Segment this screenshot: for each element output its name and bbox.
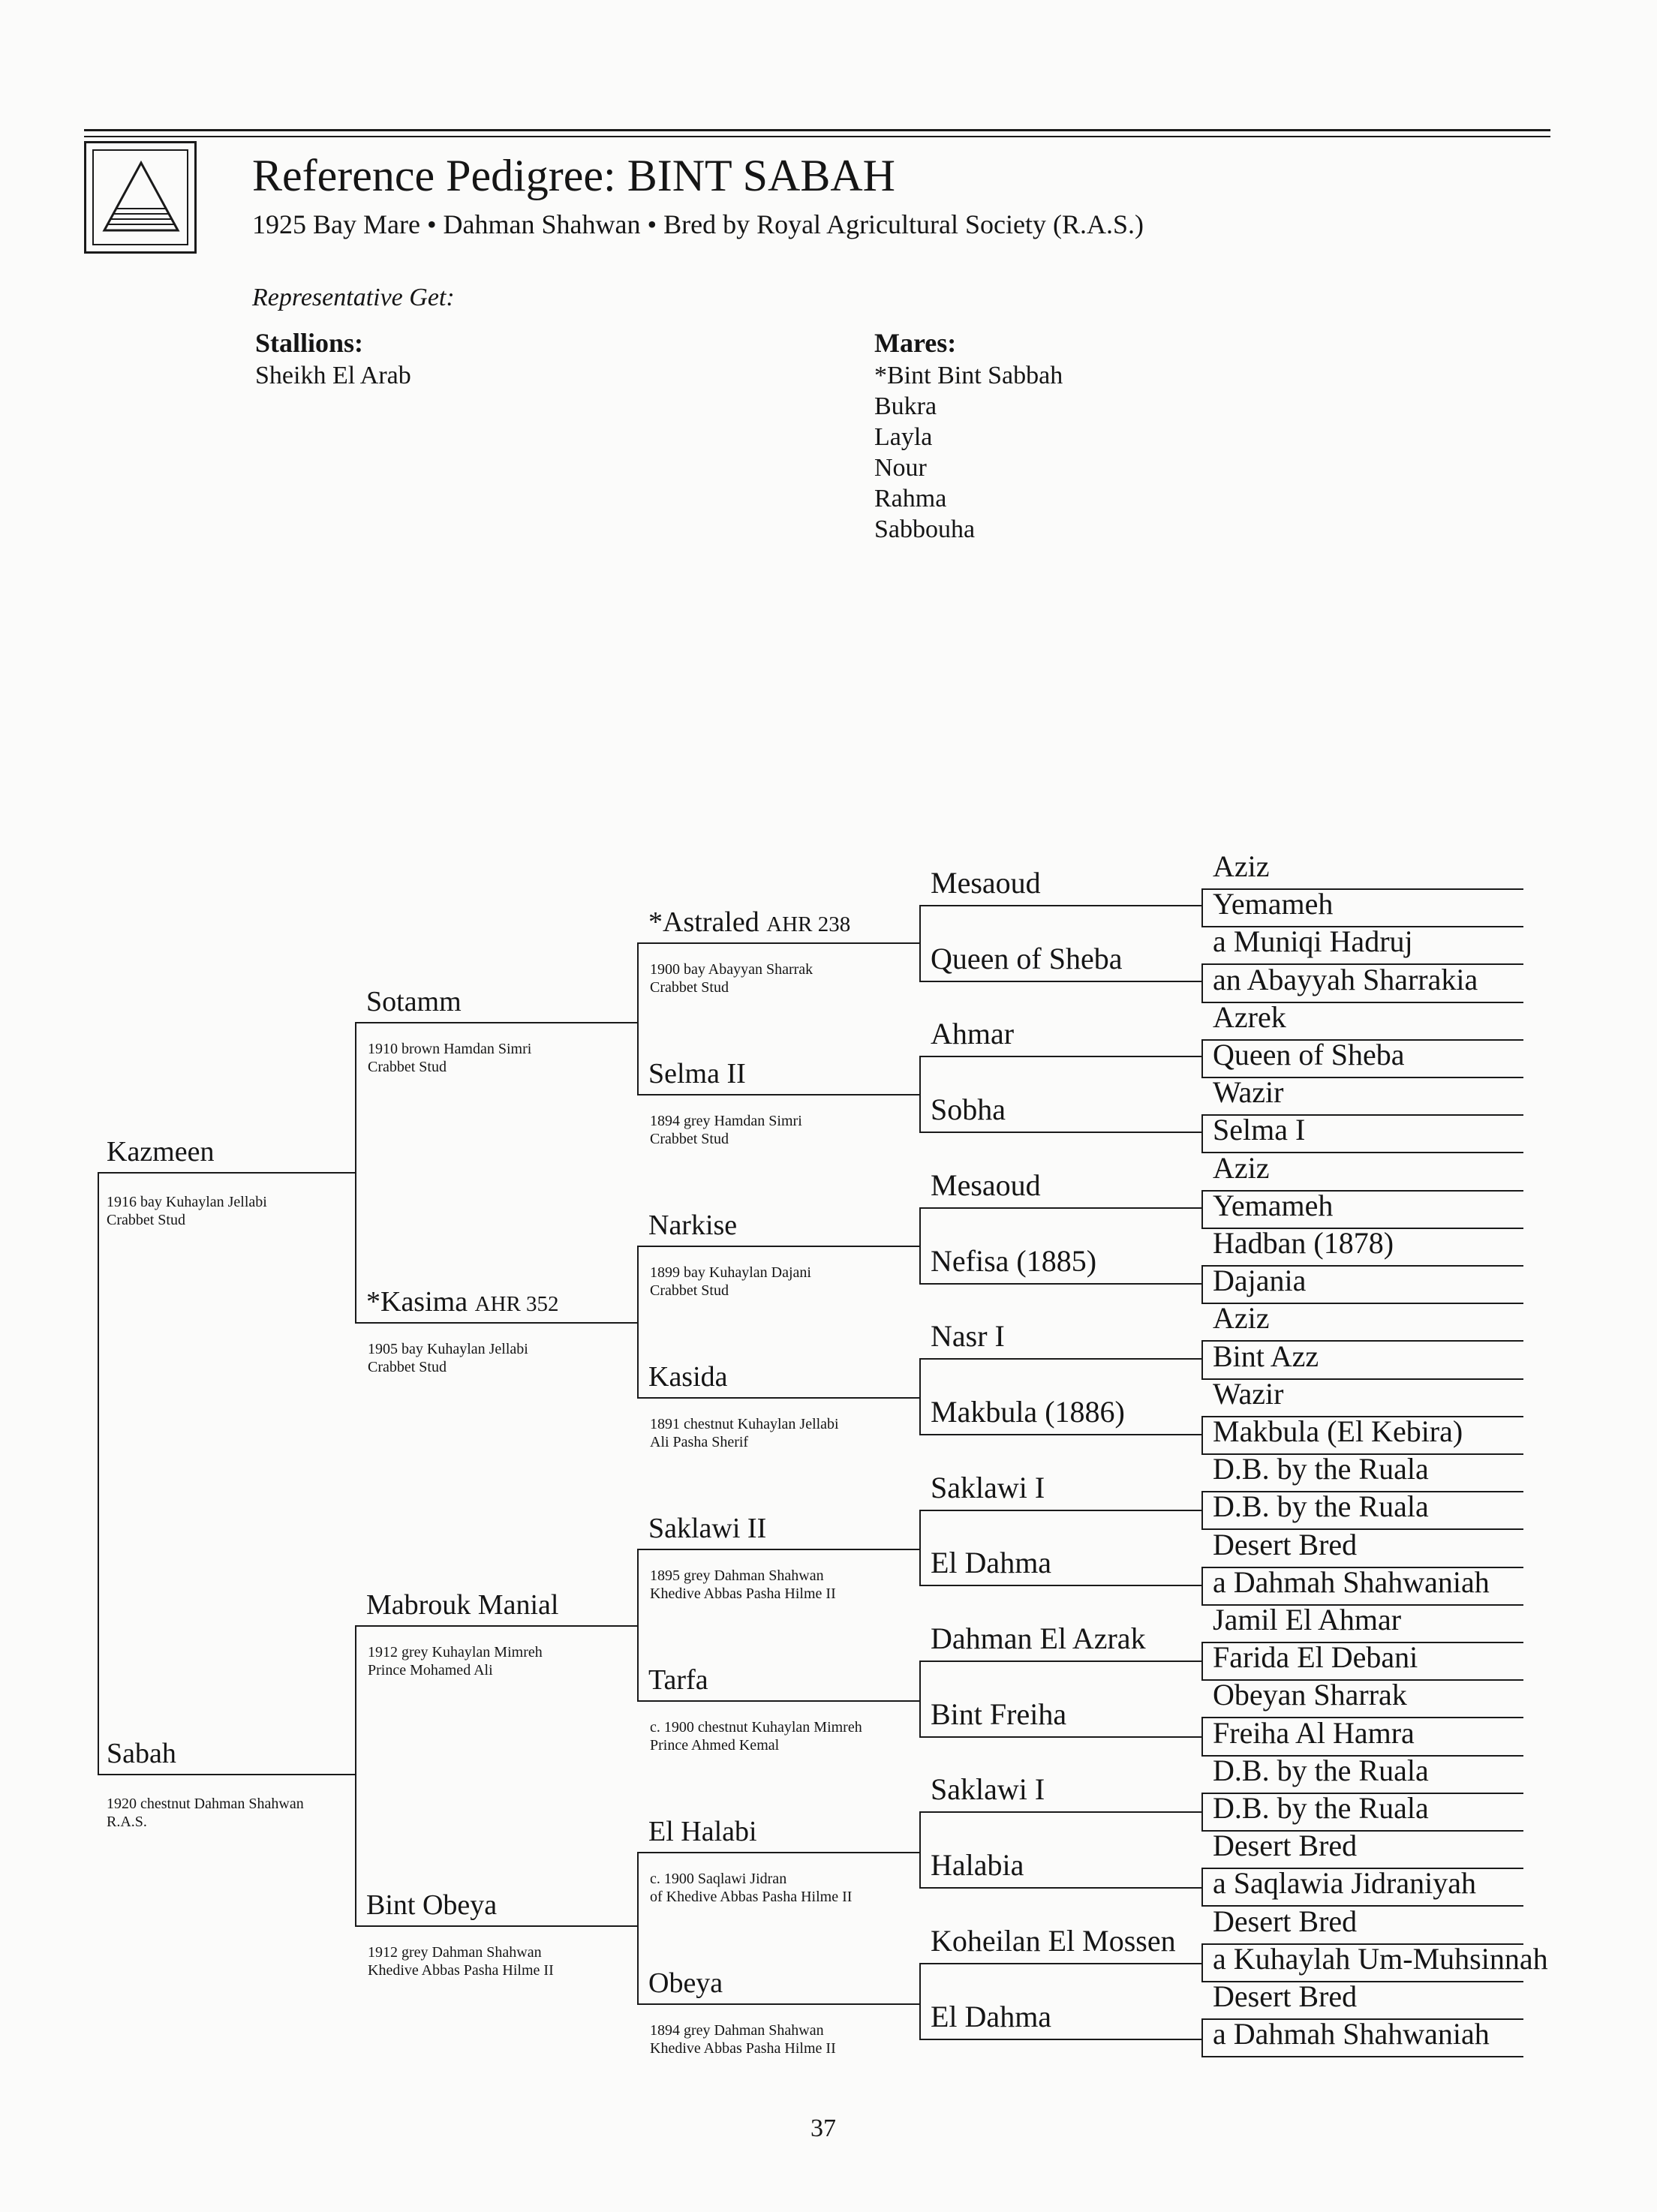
pedigree-line [1201, 2056, 1523, 2057]
gen5-ancestor-name: Desert Bred [1213, 1829, 1358, 1863]
detail-line: 1912 grey Dahman Shahwan [368, 1944, 542, 1961]
list-item: Sheikh El Arab [255, 362, 411, 389]
pedigree-line [919, 1283, 1201, 1285]
gen4-ancestor-name: Mesaoud [931, 866, 1041, 900]
pedigree-line [355, 1625, 356, 1927]
grandparent-name: Mabrouk Manial [366, 1589, 559, 1621]
list-item: Rahma [874, 485, 947, 512]
detail-line: Khedive Abbas Pasha Hilme II [650, 1585, 836, 1602]
pedigree-line [919, 981, 1201, 982]
detail-line: 1895 grey Dahman Shahwan [650, 1567, 824, 1584]
pedigree-line [637, 1246, 639, 1399]
detail-line: Crabbet Stud [650, 1131, 729, 1147]
gen4-ancestor-name: Koheilan El Mossen [931, 1923, 1176, 1958]
page-title: Reference Pedigree: BINT SABAH [252, 151, 895, 200]
pedigree-line [919, 1661, 921, 1738]
detail-line: 1891 chestnut Kuhaylan Jellabi [650, 1416, 839, 1432]
header-rule-bottom [84, 136, 1550, 137]
pedigree-line [919, 1887, 1201, 1889]
grandparent-details [368, 1040, 531, 1076]
detail-line: c. 1900 Saqlawi Jidran [650, 1871, 787, 1887]
gen5-ancestor-name: a Saqlawia Jidraniyah [1213, 1866, 1476, 1901]
detail-line: of Khedive Abbas Pasha Hilme II [650, 1889, 853, 1905]
gen5-ancestor-name: Azrek [1213, 999, 1286, 1034]
great-grandparent-name: Selma II [648, 1058, 746, 1089]
great-grandparent-name: Saklawi II [648, 1513, 767, 1544]
detail-line: Khedive Abbas Pasha Hilme II [368, 1962, 554, 1979]
pedigree-line [919, 1510, 921, 1587]
great-grandparent-details [650, 1112, 802, 1148]
detail-line: 1920 chestnut Dahman Shahwan [107, 1796, 304, 1812]
pedigree-line [637, 1852, 919, 1853]
gen5-ancestor-name: a Muniqi Hadruj [1213, 924, 1413, 959]
great-grandparent-name: Tarfa [648, 1664, 708, 1696]
list-item: Bukra [874, 392, 937, 420]
sire-details [107, 1193, 267, 1229]
pyramid-icon [97, 152, 185, 241]
representative-get-label: Representative Get: [252, 284, 455, 311]
pedigree-line [1201, 1190, 1203, 1229]
pedigree-line [637, 1246, 919, 1247]
pedigree-line [1201, 1039, 1203, 1078]
pedigree-line [919, 1661, 1201, 1662]
gen5-ancestor-name: a Kuhaylah Um-Muhsinnah [1213, 1941, 1548, 1976]
gen4-ancestor-name: Queen of Sheba [931, 941, 1123, 975]
header-rule-top [84, 129, 1550, 131]
sire-name: Kazmeen [107, 1136, 215, 1168]
great-grandparent-details [650, 1415, 839, 1451]
gen4-ancestor-name: El Dahma [931, 1546, 1052, 1580]
great-grandparent-name: Obeya [648, 1967, 723, 1999]
pedigree-line [919, 1132, 1201, 1133]
pedigree-line [355, 1625, 637, 1627]
gen5-ancestor-name: an Abayyah Sharrakia [1213, 962, 1478, 996]
detail-line: Crabbet Stud [650, 979, 729, 996]
pedigree-line [1201, 963, 1203, 1002]
gen4-ancestor-name: Bint Freiha [931, 1697, 1067, 1731]
gen5-ancestor-name: Desert Bred [1213, 1979, 1358, 2013]
grandparent-details [368, 1340, 528, 1376]
gen4-ancestor-name: El Dahma [931, 1999, 1052, 2033]
detail-line: 1912 grey Kuhaylan Mimreh [368, 1644, 543, 1661]
grandparent-details [368, 1643, 543, 1679]
pedigree-line [919, 905, 921, 982]
pedigree-line [1201, 1642, 1203, 1681]
mares-heading: Mares: [874, 328, 957, 358]
gen5-ancestor-name: Freiha Al Hamra [1213, 1715, 1415, 1750]
detail-line: 1910 brown Hamdan Simri [368, 1041, 532, 1057]
detail-line: c. 1900 chestnut Kuhaylan Mimreh [650, 1719, 862, 1736]
dam-details [107, 1795, 304, 1831]
pedigree-line [919, 1056, 921, 1133]
pedigree-line [919, 1510, 1201, 1511]
gen5-ancestor-name: Farida El Debani [1213, 1640, 1418, 1675]
pedigree-line [919, 905, 1201, 906]
pyramid-logo [84, 141, 197, 254]
dam-name: Sabah [107, 1738, 176, 1769]
registration-number: AHR 352 [474, 1292, 559, 1316]
pedigree-line [355, 1022, 637, 1023]
pedigree-line [355, 1925, 637, 1927]
pedigree-line [919, 1585, 1201, 1586]
gen5-ancestor-name: Wazir [1213, 1075, 1284, 1110]
detail-line: Crabbet Stud [107, 1212, 185, 1228]
pedigree-line [919, 1811, 921, 1889]
pedigree-line [919, 1963, 921, 2040]
pedigree-line [98, 1172, 99, 1775]
gen5-ancestor-name: a Dahmah Shahwaniah [1213, 1564, 1490, 1599]
detail-line: Crabbet Stud [650, 1282, 729, 1299]
pedigree-line [637, 1700, 919, 1702]
registration-number: AHR 238 [766, 912, 851, 936]
pedigree-line [1201, 1567, 1203, 1606]
gen4-ancestor-name: Dahman El Azrak [931, 1621, 1146, 1655]
detail-line: 1905 bay Kuhaylan Jellabi [368, 1341, 528, 1357]
pedigree-line [637, 942, 919, 944]
gen5-ancestor-name: D.B. by the Ruala [1213, 1489, 1429, 1524]
grandparent-details [368, 1943, 554, 1979]
gen4-ancestor-name: Ahmar [931, 1017, 1015, 1051]
pedigree-line [1201, 1114, 1203, 1153]
pedigree-line [637, 1549, 919, 1550]
great-grandparent-details [650, 1718, 862, 1754]
detail-line: 1916 bay Kuhaylan Jellabi [107, 1194, 267, 1210]
page-number: 37 [810, 2114, 836, 2142]
gen5-ancestor-name: D.B. by the Ruala [1213, 1791, 1429, 1825]
gen5-ancestor-name: Dajania [1213, 1264, 1307, 1298]
gen5-ancestor-name: Aziz [1213, 1150, 1270, 1185]
gen4-ancestor-name: Mesaoud [931, 1168, 1041, 1202]
detail-line: 1894 grey Hamdan Simri [650, 1113, 802, 1129]
gen5-ancestor-name: Jamil El Ahmar [1213, 1603, 1402, 1636]
gen5-ancestor-name: Desert Bred [1213, 1904, 1358, 1938]
pedigree-line [1201, 888, 1203, 927]
gen5-ancestor-name: Bint Azz [1213, 1339, 1319, 1373]
detail-line: 1900 bay Abayyan Sharrak [650, 961, 813, 978]
great-grandparent-name: Narkise [648, 1210, 738, 1241]
pedigree-line [637, 1397, 919, 1399]
detail-line: Crabbet Stud [368, 1359, 447, 1375]
gen5-ancestor-name: Hadban (1878) [1213, 1226, 1394, 1260]
gen5-ancestor-name: a Dahmah Shahwaniah [1213, 2017, 1490, 2051]
gen5-ancestor-name: Queen of Sheba [1213, 1038, 1405, 1071]
great-grandparent-details [650, 960, 813, 996]
gen4-ancestor-name: Halabia [931, 1848, 1024, 1883]
gen4-ancestor-name: Makbula (1886) [931, 1394, 1125, 1429]
pedigree-line [637, 942, 639, 1095]
pedigree-line [1201, 1265, 1203, 1304]
pedigree-line [1201, 1340, 1203, 1379]
pedigree-line [919, 2039, 1201, 2040]
pedigree-line [919, 1207, 1201, 1209]
gen5-ancestor-name: D.B. by the Ruala [1213, 1452, 1429, 1486]
stallions-heading: Stallions: [255, 328, 364, 358]
grandparent-name: *Kasima AHR 352 [366, 1286, 559, 1318]
pedigree-line [355, 1322, 637, 1324]
gen5-ancestor-name: Aziz [1213, 849, 1270, 883]
pedigree-line [919, 1811, 1201, 1813]
list-item: Sabbouha [874, 515, 976, 543]
gen4-ancestor-name: Saklawi I [931, 1470, 1045, 1504]
pedigree-line [1201, 1868, 1203, 1907]
detail-line: Ali Pasha Sherif [650, 1434, 749, 1450]
pedigree-line [1201, 1943, 1203, 1982]
gen5-ancestor-name: D.B. by the Ruala [1213, 1753, 1429, 1787]
gen5-ancestor-name: Obeyan Sharrak [1213, 1678, 1407, 1712]
list-item: *Bint Bint Sabbah [874, 362, 1063, 389]
great-grandparent-details [650, 1567, 836, 1603]
pedigree-line [355, 1022, 356, 1324]
gen5-ancestor-name: Makbula (El Kebira) [1213, 1414, 1463, 1448]
great-grandparent-details [650, 1264, 811, 1300]
grandparent-name: Bint Obeya [366, 1889, 498, 1921]
list-item: Nour [874, 454, 927, 482]
gen5-ancestor-name: Yemameh [1213, 887, 1334, 921]
pedigree-line [637, 2003, 919, 2005]
stallions-list [255, 360, 411, 391]
great-grandparent-name: Kasida [648, 1361, 728, 1393]
detail-line: R.A.S. [107, 1814, 147, 1830]
detail-line: 1894 grey Dahman Shahwan [650, 2022, 824, 2039]
pedigree-line [1201, 1416, 1203, 1455]
great-grandparent-details [650, 2021, 836, 2057]
page-subtitle: 1925 Bay Mare • Dahman Shahwan • Bred by Royal Agricultural Society (R.A.S.) [252, 209, 1144, 239]
pedigree-line [637, 1549, 639, 1702]
great-grandparent-name: El Halabi [648, 1816, 757, 1847]
pedigree-line [1201, 1793, 1203, 1832]
pedigree-line [1201, 1491, 1203, 1530]
gen4-ancestor-name: Nefisa (1885) [931, 1243, 1097, 1278]
gen5-ancestor-name: Selma I [1213, 1113, 1306, 1147]
pedigree-line [637, 1852, 639, 2005]
pedigree-line [98, 1774, 355, 1775]
pedigree-line [637, 1094, 919, 1095]
pedigree-line [919, 1358, 1201, 1360]
pedigree-line [98, 1172, 355, 1174]
gen4-ancestor-name: Nasr I [931, 1319, 1005, 1354]
detail-line: Prince Mohamed Ali [368, 1662, 493, 1679]
pedigree-line [919, 1207, 921, 1285]
detail-line: 1899 bay Kuhaylan Dajani [650, 1264, 811, 1281]
pedigree-line [1201, 2018, 1203, 2057]
pedigree-line [1201, 1717, 1203, 1756]
pedigree-line [919, 1358, 921, 1435]
great-grandparent-details [650, 1870, 852, 1906]
gen5-ancestor-name: Wazir [1213, 1376, 1284, 1411]
pedigree-line [919, 1736, 1201, 1738]
gen5-ancestor-name: Desert Bred [1213, 1527, 1358, 1561]
pedigree-line [919, 1056, 1201, 1057]
list-item: Layla [874, 423, 933, 451]
gen4-ancestor-name: Sobha [931, 1092, 1006, 1127]
gen5-ancestor-name: Yemameh [1213, 1188, 1334, 1222]
pedigree-line [919, 1963, 1201, 1964]
grandparent-name: Sotamm [366, 986, 462, 1017]
pedigree-line [919, 1434, 1201, 1435]
gen5-ancestor-name: Aziz [1213, 1301, 1270, 1336]
mares-list [874, 360, 1063, 545]
detail-line: Khedive Abbas Pasha Hilme II [650, 2040, 836, 2057]
great-grandparent-name: *Astraled AHR 238 [648, 906, 851, 938]
detail-line: Crabbet Stud [368, 1059, 447, 1075]
gen4-ancestor-name: Saklawi I [931, 1772, 1045, 1807]
detail-line: Prince Ahmed Kemal [650, 1737, 780, 1754]
